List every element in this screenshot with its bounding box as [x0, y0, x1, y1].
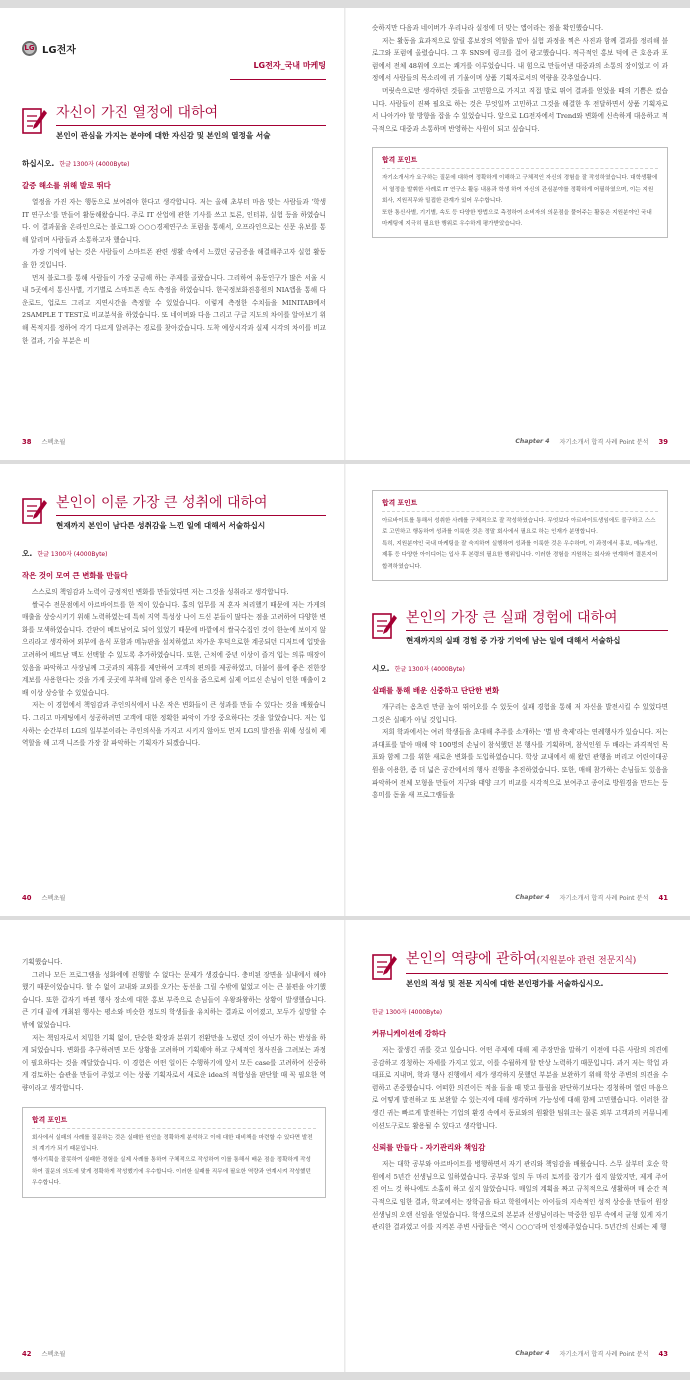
page-39 [346, 8, 690, 460]
page-number: 39 [658, 437, 668, 446]
pass-point-title: 합격 포인트 [32, 1115, 68, 1124]
divider [32, 1128, 316, 1129]
book-title: 스펙초월 [41, 439, 66, 446]
question-title-main: 본인의 역량에 관하여 [406, 951, 537, 967]
book-title: 스펙초월 [41, 1351, 66, 1358]
page-number: 43 [658, 1349, 668, 1358]
answer-paragraph: 열정을 가진 자는 행동으로 보여줘야 한다고 생각합니다. 저는 올해 초부터 마음 맞는 사람들과 '학생 IT 연구소'를 만들어 활동해왔습니다. 주로 IT 산업에 관한 기사를 쓰고 토론, 인터뷰, 실험 등을 하였습니다. 이 결과물을 온라인으로는 블로그와 ○○○경제연구소 포럼을 통해서, 오프라인으로는 신문 유보를 통해 알리며 사람들과 소통하고자 했습니다. [22, 198, 326, 244]
book-title: 스펙초월 [41, 895, 66, 902]
pass-point-text: 회사에서 실패의 사례를 질문하는 것은 실패한 원인을 정확하게 분석하고 이에 대한 대비책을 마련할 수 있다면 발전의 계기가 되기 때문입니다. [32, 1134, 313, 1152]
answer-paragraph: 슷하지만 다음과 네이버가 우리나라 실정에 더 맞는 앱이라는 점을 확인했습니다. [372, 24, 604, 32]
question-description: 현재까지의 실패 경험 중 가장 기억에 남는 일에 대해서 서술하십 [406, 636, 621, 646]
answer-paragraph: 그러나 모든 프로그램을 성화에에 진행할 수 없다는 문제가 생겼습니다. 충비된 장면을 실내에서 해야 했기 때문이었습니다. 할 수 없이 교내와 교외를 오가는 동선을 그릴 수밖에 없었고 이는 큰 불편을 야기했습니다. 또한 갑자기 바뀐 행사 장소에 대한 홍보 부족으로 손님들이 우왕좌왕하는 상황이 발생했습니다. 큰 기대 끝에 개최된 행사는 평소와 비슷한 정도의 학생들을 유치하는 결과로 이어졌고, 모두가 실망할 수밖에 없었습니다. [22, 970, 326, 1029]
question-title: 본인의 가장 큰 실패 경험에 대하여 [406, 609, 668, 631]
answer-subheading: 신뢰를 만들다 - 자기관리와 책임감 [372, 1143, 486, 1153]
question-title-suffix: (지원분야 관련 전문지식) [536, 956, 637, 966]
answer-subheading: 커뮤니케이션에 강하다 [372, 1029, 446, 1038]
chapter-label: Chapter 4 [515, 1350, 550, 1357]
pass-point-text: 행사기획을 잘못하여 실패한 경험을 실제 사례를 통하여 구체적으로 작성하여 이를 통해서 배운 점을 정확하게 작성하여 질문의 의도에 맞게 정확하게 작성했기에 우수합니다. 이러한 실패를 직무에 필요한 역량과 연계시켜 작성했던 우수합니다. [32, 1157, 311, 1187]
pass-point-text: 아르바이트를 통해서 성취한 사례를 구체적으로 잘 작성하였습니다. 무엇보다 아르바이트생임에도 불구하고 스스로 고민하고 행동하여 성과를 이룩한 것은 정말 회사에서 필요로 하는 인재가 분명합니다. [382, 518, 656, 536]
page-footer [22, 1349, 65, 1358]
notepad-pencil-icon [372, 952, 398, 982]
page-number: 38 [22, 437, 32, 446]
answer-paragraph: 쌀국수 전문점에서 아르바이트를 한 적이 있습니다. 홀의 업무를 저 혼자 처리했기 때문에 저는 가게의 매출을 상승시키기 위해 노력하였는데 특히 지역 특성상 나이 드신 분들이 많다는 점을 고려하여 다양한 변화를 모색하였습니다. 간판이 베트남어로 되어 있었기 때문에 바깥에서 쌀국수집인 것이 한눈에 보이지 않으리라고 생각하여 외부에 음식 포함과 메뉴판을 설치하였고 차가운 후덕으로한 계공되던 디저트에 입맛을 고려하여 베트남 맥도 선택할 수 있도록 추가하였습니다. 또한, 근처에 중년 이상이 즐겨 입는 의류 매장이 있음을 파악하고 사장님께 그곳과의 제휴를 제안하여 고객의 편의를 제공하였고, 더불어 롤에 좋은 진한장 계보를 사용한다는 것을 가게 곳곳에 부착해 알려 좋은 인식을 줌으로써 실제 어르신 손님이 인한 매출이 2배 이상 상승할 수 있었습니다. [22, 600, 326, 697]
answer-paragraph: 가장 기억에 남는 것은 사람들이 스마트폰 관련 생활 속에서 느꼈던 궁금증을 해결해주고자 실험 활동을 한 것입니다. [22, 248, 326, 269]
answer-paragraph: 저는 책임자로서 치밀한 기획 없이, 단순한 확장과 분위기 전환만을 노렸던 것이 아닌가 하는 반성을 하게 되었습니다. 변화를 추구하려면 모든 상황을 고려하며 기획해야 하고 구체적인 청사진을 그려보는 과정이 필요하다는 것을 깨달았습니다. 이 경험은 어떤 일이든 수행하기에 앞서 모든 case를 고려하여 신중하게 검토하는 습관을 만들어 주었고 이는 상품 기획자로서 새로운 idea의 적합성을 판단할 때 꼭 필요한 역량이라고 생각합니다. [22, 1033, 326, 1092]
character-limit: 한글 1300자 (4000Byte) [394, 666, 465, 674]
question-description: 본인의 적성 및 전문 지식에 대한 본인평가를 서술하십시오. [406, 979, 604, 988]
lg-logo-text: LG전자 [42, 44, 76, 56]
answer-paragraph: 저는 이 경험에서 책임감과 주인의식에서 나온 작은 변화들이 큰 성과를 만들 수 있다는 것을 배웠습니다. 그리고 마케팅에서 성공하려면 고객에 대한 정확한 파악이 가장 중요하다는 것을 알았습니다. 저는 입사하는 순간부터 LG의 일부분이라는 주인의식을 가지고 시키지 않아도 먼저 LG의 발전을 위해 성실히 제 역할을 해 고객 니즈를 가장 잘 파악하는 기획자가 되겠습니다. [22, 701, 326, 748]
question-description: 현재까지 본인이 남다른 성취감을 느낀 일에 대해서 서술하십시 [56, 521, 266, 530]
page-footer [515, 437, 668, 446]
page-number: 42 [22, 1349, 32, 1358]
page-40 [0, 464, 344, 916]
question-description-cont: 하십시오. [22, 159, 55, 168]
answer-paragraph: 저는 활동을 효과적으로 알릴 홍보장의 역할을 맡아 실험 과정을 찍은 사진과 함께 결과를 정리해 블로그와 포럼에 올렸습니다. 그 후 SNS에 링크를 걸어 광고했습니다. 적극적인 홍보 덕에 큰 호응과 포럼에서 전체 48위에 오르는 쾌거를 이루었습니다. 내 힘으로 만들어낸 대중과의 소통의 장이었고 이 과정에서 사람들의 목소리에 귀 기울이며 상품 기획자로서의 역량을 갖추었습니다. [372, 36, 668, 83]
pass-point-text: 자기소개서가 요구하는 질문에 대하여 정확하게 이해하고 구체적인 자신의 경험을 잘 작성하였습니다. 대학생활에서 열정을 발휘한 사례로 IT 연구소 활동 내용과 학생 하여 자신의 관심분야를 정확하게 어필하였으며, 이는 지원회사, 지원직무와 밀접한 관계가 있어 우수합니다. [382, 175, 658, 205]
chapter-label: Chapter 4 [515, 894, 550, 901]
notepad-pencil-icon [372, 611, 398, 641]
pass-point-box [372, 147, 668, 238]
question-description-cont: 오. [22, 549, 33, 558]
question-description: 본인이 관심을 가지는 분야에 대한 자신감 및 본인의 열정을 서술 [56, 131, 271, 140]
answer-subheading: 작은 것이 모여 큰 변화를 만들다 [22, 571, 128, 580]
character-limit: 한글 1300자 (4000Byte) [372, 1009, 443, 1016]
question-block [22, 494, 326, 533]
page-number: 40 [22, 893, 32, 902]
question-block [372, 609, 668, 648]
answer-paragraph: 기획했습니다. [22, 958, 63, 966]
pass-point-title: 합격 포인트 [382, 499, 418, 507]
lg-logo [22, 40, 326, 56]
section-label: LG전자_국내 마케팅 [253, 61, 326, 70]
character-limit: 한글 1300자 (4000Byte) [59, 161, 130, 168]
page-42 [0, 920, 344, 1372]
page-footer [22, 893, 65, 902]
notepad-pencil-icon [22, 496, 48, 526]
question-title: 본인이 이룬 가장 큰 성취에 대하여 [56, 494, 326, 516]
pass-point-text: 특히, 지원분야인 국내 마케팅을 잘 숙지하여 실행하여 성과를 이룩한 것은 우수하며, 이 과정에서 홍보, 메뉴개선, 제휴 등 다양한 아이디어는 입사 후 본령의 필요한 행위입니다. 이러한 경험을 지원하는 회사와 연계하여 결론지어 합격하였습니다. [382, 540, 658, 570]
spread-pages-38-39 [0, 8, 690, 460]
question-title: 자신이 가진 열정에 대하여 [56, 104, 326, 126]
page-43 [346, 920, 690, 1372]
divider [382, 511, 658, 512]
question-title [406, 950, 668, 974]
answer-paragraph: 개구리는 옴츠린 만큼 높이 뛰어오를 수 있듯이 실패 경험을 통해 저 자신을 발전시킬 수 있었다면 그것은 실패가 아닐 것입니다. [372, 703, 668, 724]
page-footer [515, 1349, 668, 1358]
chapter-title: 자기소개서 합격 사례 Point 분석 [559, 895, 649, 902]
spread-pages-42-43 [0, 920, 690, 1372]
page-footer [515, 893, 668, 902]
character-limit: 한글 1300자 (4000Byte) [37, 551, 108, 558]
notepad-pencil-icon [22, 106, 48, 136]
pass-point-text: 또한 통신사별, 기기별, 속도 등 다양한 방법으로 측정하여 소비자의 의문점을 풀어주는 활동은 지원분야인 국내 마케팅에 지극히 필요한 행위로 우수하게 평가받았습니다. [382, 209, 652, 227]
answer-paragraph: 머릿속으로만 생각하던 것들을 고민함으로 가지고 직접 발로 뛰어 결과를 얻었을 때의 기쁨은 컸습니다. 사람들이 진짜 필요로 하는 것은 무엇일까 고민하고 그것을 해결한 후 전달하면서 상품 기획자로서 나아가야 할 방향을 잡을 수 있었습니다. 앞으로 LG전자에서 Trend와 변화에 신속하게 대응하고 적극적으로 대중과 소통하며 반영하는 사원이 되고 싶습니다. [372, 86, 668, 133]
answer-paragraph: 저는 잘생긴 귀를 갖고 있습니다. 어떤 주제에 대해 제 주장만을 말하기 이전에 다른 사람의 의견에 공감하고 경청하는 자세를 가지고 있고, 이를 수월하게 할 탄상 노력하기 때문입니다. 과거 저는 학업 과대표로 지내며, 학과 행사 진행에서 세가 생각하지 못했던 부분을 보완하기 위해 학상 주변의 의견을 수렴하고 존중했습니다. 어떠한 의견이든 적을 들을 때 맞고 틀림을 판단하기보다는 경청하며 열린 마음으로 어떻게 발전하고 또 보완할 수 있는지에 대해 생각하며 가능성에 대해 함께 고민했습니다. 이러한 잘생긴 귀는 빠르게 발전하는 기업의 환경 속에서 동료와의 원활한 팀워크는 물론 외부 고객과의 커뮤니케이션도구로도 활용될 수 있다고 생각합니다. [372, 1046, 668, 1130]
pass-point-box [372, 490, 668, 581]
question-block [22, 104, 326, 143]
answer-paragraph: 저는 대학 공부와 아르바이트를 병행하면서 자기 관리와 책임감을 배웠습니다. 스무 살부터 호순 학원에서 5년간 선생님으로 일하였습니다. 공부와 일의 두 마리 토끼를 잡기가 쉽지 않았지만, 제게 주어진 어느 것 하나에도 소홀히 하고 싶지 않았습니다. 매일의 계획을 짜고 규칙적으로 생활하며 매 순간 적극적으로 임한 결과, 학교에서는 장학금을 타고 학원에서는 아이들의 지속적인 성적 상승을 만들어 원장 선생님의 오랜 신임을 얻었습니다. 학생으로의 본분과 선생님이라는 막중한 임무 속에서 균형 있게 자기 관리한 결과였고 이를 지켜본 주변 사람들은 '역시 ○○○'라며 인정해주었습니다. 5년간의 신뢰는 제 행 [372, 1160, 668, 1232]
chapter-label: Chapter 4 [515, 438, 550, 445]
divider [382, 168, 658, 169]
answer-subheading: 실패를 통해 배운 신중하고 단단한 변화 [372, 686, 500, 696]
answer-subheading: 갈증 해소를 위해 발로 뛰다 [22, 181, 111, 190]
pass-point-title: 합격 포인트 [382, 156, 418, 165]
page-number: 41 [658, 893, 668, 902]
chapter-title: 자기소개서 합격 사례 Point 분석 [559, 1351, 649, 1358]
answer-paragraph: 스스로의 책임감과 노력이 긍정적인 변화를 만들었다면 저는 그것을 성취라고 생각합니다. [32, 588, 289, 596]
lg-logo-mark: LG [22, 41, 37, 56]
page-38 [0, 8, 344, 460]
answer-paragraph: 먼저 블로그를 통해 사람들이 가장 궁금해 하는 주제를 골랐습니다. 그리하여 유동인구가 많은 서울 시내 5곳에서 통신사별, 기기별로 스마트폰 속도 측정을 하였습니다. 한국정보화진흥원의 NIA앱을 통해 다운로드, 업로드 그리고 지연시간을 측정할 수 있었습니다. 이렇게 측정한 수치들을 MINITAB에서 2SAMPLE T TEST로 비교분석을 하였습니다. 또 네이버와 다음 그리고 구글 지도의 차이를 알아보기 위해 목적지를 정하여 각기 다르게 알려주는 경로를 찾아갔습니다. 도착 예상시각과 실제 시각의 차이를 비교한 결과, 기술 부분은 비 [22, 273, 326, 345]
chapter-title: 자기소개서 합격 사례 Point 분석 [559, 439, 649, 446]
question-description-cont: 시오. [372, 664, 390, 674]
pass-point-box [22, 1107, 326, 1198]
page-footer [22, 437, 65, 446]
page-41 [346, 464, 690, 916]
spread-pages-40-41 [0, 464, 690, 916]
question-block [372, 950, 668, 991]
divider [230, 79, 326, 80]
answer-paragraph: 저희 학과에서는 여러 학생들을 초대해 추주를 소개하는 '별 밤 축제'라는 연례행사가 있습니다. 저는 과대표를 맡아 매해 약 100명의 손님이 참석했던 본 행사를 기획하며, 참석인원 두 배라는 과격적인 목표와 함께 그를 위한 새로운 변화를 도입하였습니다. 학상 교내에서 해 왔던 관행을 버리고 어린이대공원을 이용한, 좀 더 넓은 공간에서의 행사 진행을 추진하였습니다. 또한, 매해 참가하는 손님들도 있음을 파악하여 전체 모형을 만들어 지구와 태양 크기 비교를 시각적으로 보여주고 종이로 방원경을 만드는 등 흥미를 돋울 새 프로그램들을 [372, 728, 668, 800]
